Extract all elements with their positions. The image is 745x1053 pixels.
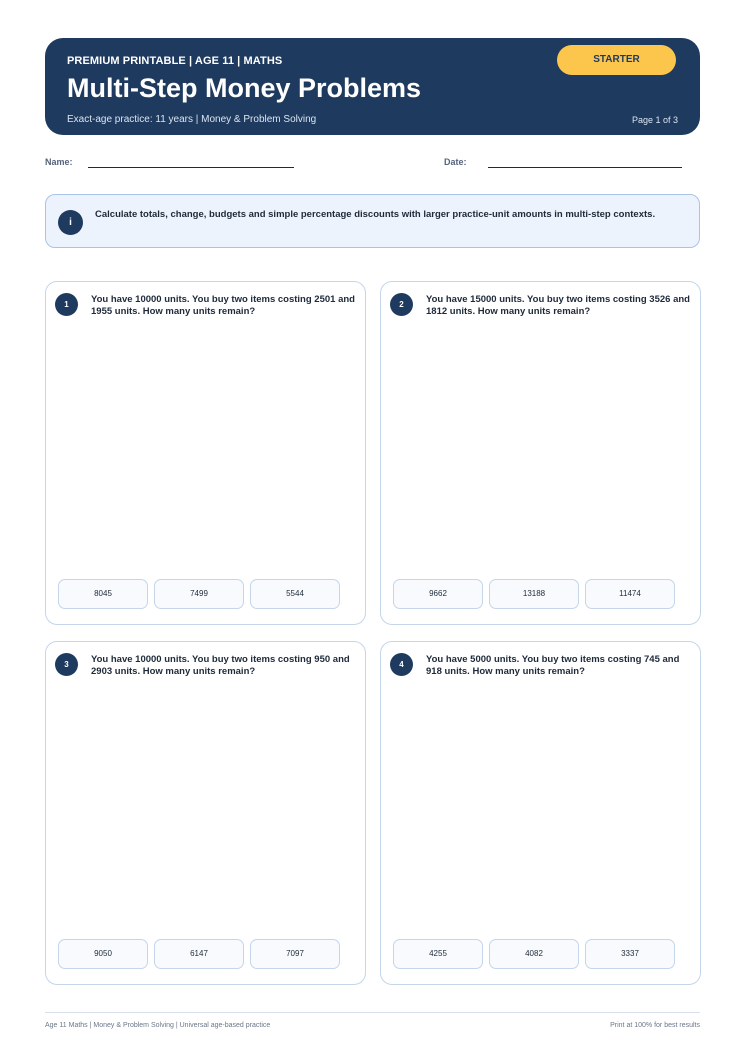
- page-number: Page 1 of 3: [631, 115, 678, 125]
- answer-options: [393, 579, 675, 609]
- question-number: 4: [390, 653, 413, 676]
- answer-option[interactable]: 7499: [154, 579, 244, 609]
- question-card-3: [45, 641, 366, 985]
- answer-option[interactable]: 8045: [58, 579, 148, 609]
- worksheet-header: [45, 38, 700, 135]
- question-card-1: [45, 281, 366, 625]
- answer-option[interactable]: 5544: [250, 579, 340, 609]
- question-text: You have 15000 units. You buy two items costing 3526 and 1812 units. How many units remain?: [426, 294, 690, 317]
- question-card-2: [380, 281, 701, 625]
- page-title: Multi-Step Money Problems: [67, 73, 422, 103]
- answer-options: [393, 939, 675, 969]
- answer-option[interactable]: 9662: [393, 579, 483, 609]
- question-number: 3: [55, 653, 78, 676]
- name-line[interactable]: [88, 167, 294, 168]
- instructions-box: [45, 194, 700, 248]
- footer-right-text: Print at 100% for best results: [610, 1022, 700, 1029]
- question-card-4: [380, 641, 701, 985]
- answer-options: [58, 579, 340, 609]
- question-number: 2: [390, 293, 413, 316]
- answer-option[interactable]: 9050: [58, 939, 148, 969]
- date-line[interactable]: [488, 167, 682, 168]
- answer-option[interactable]: 6147: [154, 939, 244, 969]
- answer-option[interactable]: 4255: [393, 939, 483, 969]
- answer-option[interactable]: 4082: [489, 939, 579, 969]
- info-icon: i: [58, 210, 83, 235]
- answer-option[interactable]: 13188: [489, 579, 579, 609]
- header-subtitle: Exact-age practice: 11 years | Money & Problem Solving: [67, 114, 317, 125]
- question-text: You have 10000 units. You buy two items costing 2501 and 1955 units. How many units remain?: [91, 294, 355, 317]
- question-number: 1: [55, 293, 78, 316]
- header-eyebrow: PREMIUM PRINTABLE | AGE 11 | MATHS: [67, 55, 283, 67]
- instructions-text: Calculate totals, change, budgets and simple percentage discounts with larger practice-unit amounts in multi-step contexts.: [95, 209, 656, 220]
- answer-option[interactable]: 7097: [250, 939, 340, 969]
- footer-divider: [45, 1012, 700, 1013]
- footer-left-text: Age 11 Maths | Money & Problem Solving | Universal age-based practice: [45, 1022, 271, 1029]
- answer-option[interactable]: 11474: [585, 579, 675, 609]
- answer-options: [58, 939, 340, 969]
- answer-option[interactable]: 3337: [585, 939, 675, 969]
- question-text: You have 5000 units. You buy two items costing 745 and 918 units. How many units remain?: [426, 654, 680, 677]
- date-label: Date:: [444, 157, 467, 167]
- level-badge: STARTER: [557, 45, 676, 75]
- name-label: Name:: [45, 157, 73, 167]
- question-text: You have 10000 units. You buy two items costing 950 and 2903 units. How many units remain?: [91, 654, 350, 677]
